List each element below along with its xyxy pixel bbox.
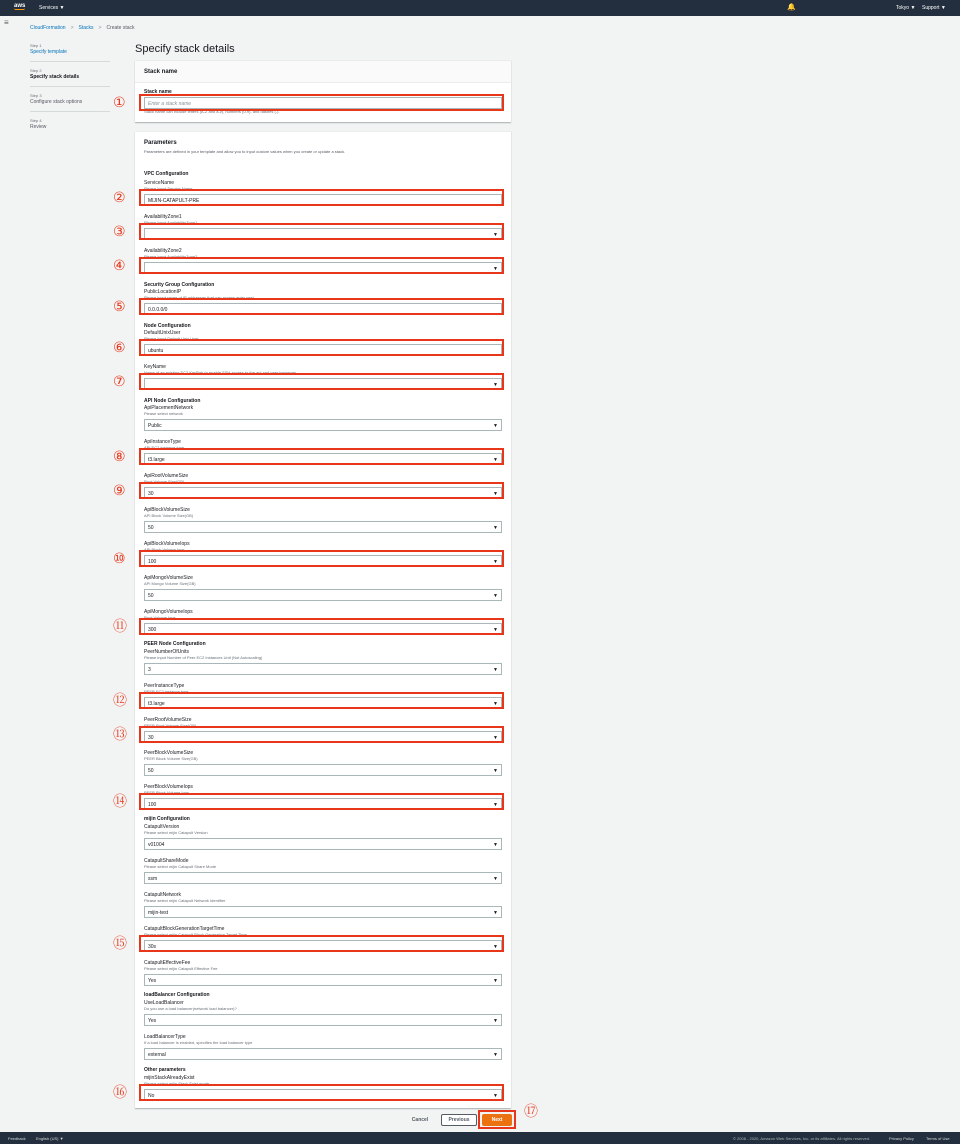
param-value-apiblock: 50 xyxy=(148,525,154,531)
caret-down-icon: ▼ xyxy=(493,842,498,848)
caret-down-icon: ▼ xyxy=(493,910,498,916)
step-3 xyxy=(30,93,110,105)
feedback-link[interactable]: Feedback xyxy=(8,1136,26,1141)
annotation-10: ⑩ xyxy=(113,551,126,567)
top-navigation-bar xyxy=(0,0,960,16)
param-description-catshare: Please select mijin Catapult Share Mode xyxy=(144,864,217,869)
annotation-13: ⑬ xyxy=(113,727,127,743)
param-select-apinet[interactable] xyxy=(144,419,502,431)
step-2 xyxy=(30,68,110,80)
caret-down-icon: ▼ xyxy=(493,978,498,984)
annotation-17: ⑰ xyxy=(524,1104,538,1120)
param-description-peerblock: PEER Block Volume Size(GB) xyxy=(144,756,198,761)
stack-name-help: Stack name can include letters (A-Z and a-z), numbers (0-9), and dashes (-). xyxy=(144,109,280,114)
breadcrumb xyxy=(30,25,135,31)
param-label-unixuser: DefaultUnixUser xyxy=(144,330,181,336)
annotation-3: ③ xyxy=(113,224,126,240)
param-description-uselb: Do you use a load balancer(network load balancer)? xyxy=(144,1006,237,1011)
param-label-lbtype: LoadBalancerType xyxy=(144,1034,186,1040)
caret-down-icon: ▼ xyxy=(493,559,498,565)
param-label-apitype: ApiInstanceType xyxy=(144,439,181,445)
param-select-apiblockiops[interactable] xyxy=(144,555,502,567)
param-select-catver[interactable] xyxy=(144,838,502,850)
terms-of-use-link[interactable]: Terms of Use xyxy=(926,1136,950,1141)
parameters-title: Parameters xyxy=(144,140,177,146)
param-label-apiblockiops: ApiBlockVolumeIops xyxy=(144,541,190,547)
param-label-apiroot: ApiRootVolumeSize xyxy=(144,473,189,479)
param-value-servicename: MIJIN-CATAPULT-PRE xyxy=(148,198,200,204)
section-heading-peer: PEER Node Configuration xyxy=(144,641,206,647)
param-value-apimongo: 50 xyxy=(148,593,154,599)
cancel-button[interactable]: Cancel xyxy=(405,1114,435,1126)
footer xyxy=(0,1132,960,1144)
aws-logo-text: aws xyxy=(14,3,26,9)
annotation-11: ⑪ xyxy=(113,619,127,635)
param-label-apinet: ApiPlacementNetwork xyxy=(144,405,194,411)
param-description-apitype: API EC2 instance type xyxy=(144,445,185,450)
param-value-catver: v01004 xyxy=(148,842,165,848)
param-label-peernum: PeerNumberOfUnits xyxy=(144,649,190,655)
param-select-peerblockiops[interactable] xyxy=(144,798,502,810)
param-value-peerblockiops: 100 xyxy=(148,802,157,808)
param-label-peerblockiops: PeerBlockVolumeIops xyxy=(144,784,193,790)
param-description-peerblockiops: PEER Block Volume Iops xyxy=(144,790,189,795)
caret-down-icon: ▼ xyxy=(493,802,498,808)
caret-down-icon: ▼ xyxy=(493,457,498,463)
param-value-uselb: Yes xyxy=(148,1018,157,1024)
param-description-apiblock: API Block Volume Size(GB) xyxy=(144,513,194,518)
annotation-7: ⑦ xyxy=(113,374,126,390)
param-select-apiroot[interactable] xyxy=(144,487,502,499)
param-description-unixuser: Please Input Default Unix User xyxy=(144,336,199,341)
param-input-servicename[interactable] xyxy=(144,194,502,206)
param-select-mijinexist[interactable] xyxy=(144,1089,502,1101)
param-value-peerroot: 30 xyxy=(148,735,154,741)
annotation-14: ⑭ xyxy=(113,794,127,810)
param-value-peertype: t3.large xyxy=(148,701,165,707)
annotation-2: ② xyxy=(113,190,126,206)
param-description-mijinexist: Please select mijin Stack Exist mode xyxy=(144,1081,210,1086)
page-title: Specify stack details xyxy=(135,43,235,55)
support-menu[interactable]: Support ▼ xyxy=(922,5,946,11)
caret-down-icon: ▼ xyxy=(493,667,498,673)
section-heading-lb: loadBalancer Configuration xyxy=(144,992,210,998)
caret-down-icon: ▼ xyxy=(493,876,498,882)
param-label-apiblock: ApiBlockVolumeSize xyxy=(144,507,190,513)
param-label-peertype: PeerInstanceType xyxy=(144,683,185,689)
region-selector[interactable]: Tokyo ▼ xyxy=(896,5,916,11)
step-4-label: Review xyxy=(30,124,47,130)
annotation-8: ⑧ xyxy=(113,449,126,465)
caret-down-icon: ▼ xyxy=(493,944,498,950)
param-description-lbtype: If a load balancer is enabled, specifies the load balancer type xyxy=(144,1040,253,1045)
param-description-catver: Please select mijin Catapult Version xyxy=(144,830,208,835)
param-label-mijinexist: mijinStackAlreadyExist xyxy=(144,1075,195,1081)
step-4 xyxy=(30,118,110,130)
stack-name-input[interactable]: Enter a stack name xyxy=(144,97,502,109)
param-value-apiroot: 30 xyxy=(148,491,154,497)
param-value-apiblockiops: 100 xyxy=(148,559,157,565)
param-label-catblock: CatapultBlockGenerationTargetTime xyxy=(144,926,225,932)
param-value-publoc: 0.0.0.0/0 xyxy=(148,307,168,313)
param-description-apimongoiops: Root Volume Iops xyxy=(144,615,176,620)
param-value-peerblock: 50 xyxy=(148,768,154,774)
caret-down-icon: ▼ xyxy=(493,266,498,272)
param-value-unixuser: ubuntu xyxy=(148,348,164,354)
param-description-peertype: PEER EC2 instance type xyxy=(144,689,189,694)
section-heading-api: API Node Configuration xyxy=(144,398,201,404)
param-label-az2: AvailabilityZone2 xyxy=(144,248,182,254)
step-1-link[interactable]: Specify template xyxy=(30,49,67,55)
parameters-description: Parameters are defined in your template and allow you to input custom values when you create or update a stack. xyxy=(144,149,346,154)
param-select-az2[interactable] xyxy=(144,262,502,274)
param-description-apiroot: Root Volume Size(GB) xyxy=(144,479,185,484)
param-label-catnet: CatapultNetwork xyxy=(144,892,181,898)
param-select-catblock[interactable] xyxy=(144,940,502,952)
param-input-publoc[interactable] xyxy=(144,303,502,315)
caret-down-icon: ▼ xyxy=(493,627,498,633)
parameters-panel xyxy=(135,131,511,1108)
section-heading-other: Other parameters xyxy=(144,1067,186,1073)
caret-down-icon: ▼ xyxy=(493,232,498,238)
caret-down-icon: ▼ xyxy=(493,423,498,429)
param-select-catnet[interactable] xyxy=(144,906,502,918)
section-heading-vpc: VPC Configuration xyxy=(144,171,189,177)
param-label-peerblock: PeerBlockVolumeSize xyxy=(144,750,194,756)
step-number: Step 1 xyxy=(30,43,42,48)
param-select-apitype[interactable] xyxy=(144,453,502,465)
param-description-az1: Please Input AvailabilityZone1 xyxy=(144,220,198,225)
param-description-catblock: Please select mijin Catapult Block Generation Target Time xyxy=(144,932,247,937)
previous-button[interactable]: Previous xyxy=(441,1114,477,1126)
annotation-16: ⑯ xyxy=(113,1085,127,1101)
annotation-9: ⑨ xyxy=(113,483,126,499)
param-select-apiblock[interactable] xyxy=(144,521,502,533)
param-description-servicename: Please Input Service Name xyxy=(144,186,193,191)
section-heading-sg: Security Group Configuration xyxy=(144,282,215,288)
caret-down-icon: ▼ xyxy=(493,735,498,741)
annotation-12: ⑫ xyxy=(113,693,127,709)
param-description-apiblockiops: API Block Volume Iops xyxy=(144,547,185,552)
annotation-4: ④ xyxy=(113,258,126,274)
param-label-keyname: KeyName xyxy=(144,364,166,370)
breadcrumb-cloudformation[interactable]: CloudFormation xyxy=(30,25,66,31)
chevron-right-icon: > xyxy=(98,25,102,31)
caret-down-icon: ▼ xyxy=(493,525,498,531)
param-select-apimongoiops[interactable] xyxy=(144,623,502,635)
param-select-lbtype[interactable] xyxy=(144,1048,502,1060)
annotation-5: ⑤ xyxy=(113,299,126,315)
param-description-publoc: Please input range of IP addresses that can access entry nest xyxy=(144,295,254,300)
param-select-catfee[interactable] xyxy=(144,974,502,986)
param-label-publoc: PublicLocationIP xyxy=(144,289,182,295)
step-1 xyxy=(30,43,110,55)
param-label-catver: CatapultVersion xyxy=(144,824,180,830)
param-value-apimongoiops: 300 xyxy=(148,627,157,633)
caret-down-icon: ▼ xyxy=(493,1018,498,1024)
step-number: Step 3 xyxy=(30,93,42,98)
param-value-lbtype: external xyxy=(148,1052,166,1058)
stack-name-label: Stack name xyxy=(144,89,172,95)
param-label-uselb: UseLoadBalancer xyxy=(144,1000,184,1006)
param-description-keyname: Name of an existing EC2 KeyPair to enable SSH access to the api and peer instances xyxy=(144,370,297,375)
param-select-peernum[interactable] xyxy=(144,663,502,675)
caret-down-icon: ▼ xyxy=(493,1093,498,1099)
language-selector[interactable]: English (US) ▼ xyxy=(36,1136,64,1141)
param-select-peerblock[interactable] xyxy=(144,764,502,776)
stack-name-panel xyxy=(135,60,511,122)
caret-down-icon: ▼ xyxy=(493,768,498,774)
param-value-peernum: 3 xyxy=(148,667,151,673)
param-value-apitype: t3.large xyxy=(148,457,165,463)
param-select-az1[interactable] xyxy=(144,228,502,240)
breadcrumb-create-stack: Create stack xyxy=(106,25,135,31)
caret-down-icon: ▼ xyxy=(493,701,498,707)
menu-icon[interactable]: ≡ xyxy=(4,18,9,27)
param-description-peernum: Please input Number of Peer EC2 Instances Unit (Not Autoscaling) xyxy=(144,655,263,660)
next-button[interactable]: Next xyxy=(482,1114,512,1126)
bell-icon[interactable]: 🔔 xyxy=(787,4,796,11)
step-2-current: Specify stack details xyxy=(30,74,80,80)
param-description-peerroot: PEER Root Volume Size(GB) xyxy=(144,723,197,728)
param-value-catshare: ssm xyxy=(148,876,158,882)
section-heading-mijin: mijin Configuration xyxy=(144,816,190,822)
caret-down-icon: ▼ xyxy=(493,491,498,497)
param-label-peerroot: PeerRootVolumeSize xyxy=(144,717,192,723)
param-description-apinet: Please select network xyxy=(144,411,183,416)
param-select-keyname[interactable] xyxy=(144,378,502,390)
param-description-az2: Please Input AvailabilityZone2 xyxy=(144,254,198,259)
breadcrumb-stacks[interactable]: Stacks xyxy=(78,25,94,31)
copyright-text: © 2008 - 2020, Amazon Web Services, Inc. or its affiliates. All rights reserved. xyxy=(733,1136,871,1141)
annotation-15: ⑮ xyxy=(113,936,127,952)
stack-name-panel-header: Stack name xyxy=(135,61,511,83)
annotation-1: ① xyxy=(113,95,126,111)
param-description-catfee: Please select mijin Catapult Effective Fee xyxy=(144,966,218,971)
param-select-uselb[interactable] xyxy=(144,1014,502,1026)
aws-logo[interactable] xyxy=(14,3,25,10)
param-select-apimongo[interactable] xyxy=(144,589,502,601)
step-3-label: Configure stack options xyxy=(30,99,83,105)
param-select-peerroot[interactable] xyxy=(144,731,502,743)
param-select-peertype[interactable] xyxy=(144,697,502,709)
param-label-apimongoiops: ApiMongoVolumeIops xyxy=(144,609,193,615)
caret-down-icon: ▼ xyxy=(493,382,498,388)
param-select-catshare[interactable] xyxy=(144,872,502,884)
param-value-mijinexist: No xyxy=(148,1093,155,1099)
services-menu[interactable]: Services ▼ xyxy=(39,5,65,11)
param-label-servicename: ServiceName xyxy=(144,180,175,186)
wizard-steps xyxy=(30,43,110,142)
caret-down-icon: ▼ xyxy=(493,593,498,599)
param-label-apimongo: ApiMongoVolumeSize xyxy=(144,575,193,581)
chevron-right-icon: > xyxy=(70,25,74,31)
section-heading-node: Node Configuration xyxy=(144,323,191,329)
param-label-az1: AvailabilityZone1 xyxy=(144,214,182,220)
step-number: Step 4 xyxy=(30,118,42,123)
param-label-catfee: CatapultEffectiveFee xyxy=(144,960,191,966)
param-label-catshare: CatapultShareMode xyxy=(144,858,189,864)
param-description-apimongo: API Mongo Volume Size(GB) xyxy=(144,581,196,586)
param-input-unixuser[interactable] xyxy=(144,344,502,356)
param-value-apinet: Public xyxy=(148,423,162,429)
param-value-catblock: 30s xyxy=(148,944,157,950)
param-value-catfee: Yes xyxy=(148,978,157,984)
annotation-6: ⑥ xyxy=(113,340,126,356)
param-description-catnet: Please select mijin Catapult Network Identifier xyxy=(144,898,226,903)
step-number: Step 2 xyxy=(30,68,42,73)
caret-down-icon: ▼ xyxy=(493,1052,498,1058)
param-value-catnet: mijin-test xyxy=(148,910,169,916)
privacy-policy-link[interactable]: Privacy Policy xyxy=(889,1136,914,1141)
